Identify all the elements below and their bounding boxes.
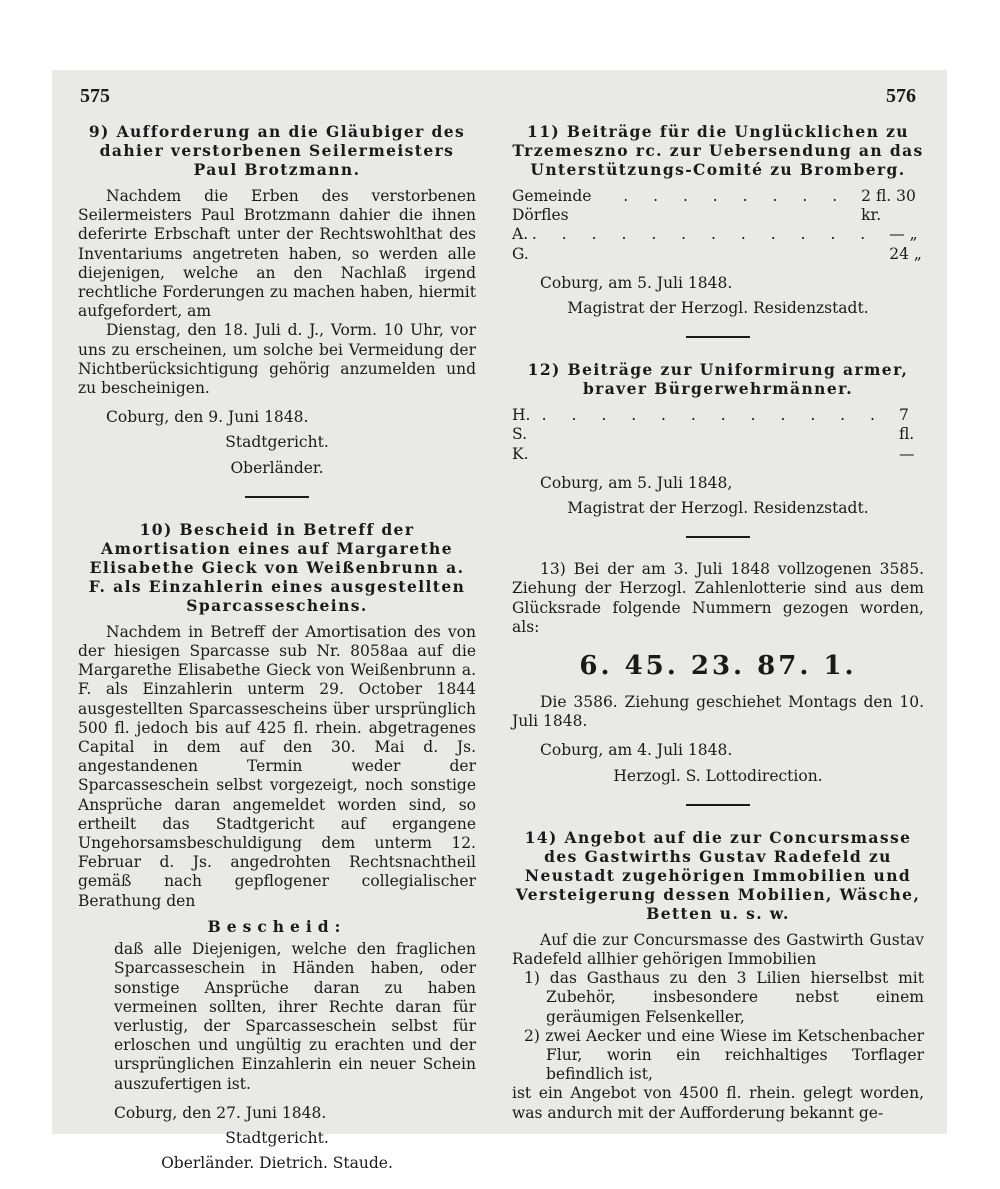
notice-13-body: 13) Bei der am 3. Juli 1848 vollzogenen 3585. Ziehung der Herzogl. Zahlenlotterie sind aus dem Glücksrade folgende Nummern gezogen worden, als: [512, 560, 924, 636]
donation-row [512, 406, 924, 464]
notice-11-place: Coburg, am 5. Juli 1848. [540, 273, 733, 292]
donation-amount: 2 fl. 30 kr. [861, 187, 916, 225]
notice-10-body: Nachdem in Betreff der Amortisation des von der hiesigen Sparcasse sub Nr. 8058aa auf die Margarethe Elisabethe Gieck von Weißenbrunn a. F. als Einzahlerin unterm 29. October 1844 ausgestellten Sparcassescheins über ursprünglich 500 fl. jedoch bis auf 425 fl. rhein. abgetragenes Capital in dem auf den 30. Mai d. Js. angestandenen Termin weder der Sparcasseschein selbst vorgezeigt, noch sonstige Ansprüche daran angemeldet worden sind, so ertheilt das Stadtgericht auf ergangene Ungehorsamsbeschuldigung dem unterm 12. Februar d. Js. angedrohten Rechtsnachtheil gemäß nach gepflogener collegialischer Berathung den [78, 622, 476, 910]
page-number-right: 576 [886, 85, 916, 107]
donation-row [512, 187, 924, 225]
notice-9-signer: Oberländer. [230, 458, 324, 477]
leader-dots: . . . . . . . . [623, 187, 848, 205]
section-divider [686, 804, 750, 806]
notice-11 [512, 122, 924, 318]
donation-row [512, 225, 924, 263]
section-divider [686, 336, 750, 338]
notice-14-title: 14) Angebot auf die zur Concursmasse des Gastwirths Gustav Radefeld zu Neustadt zugehörigen Immobilien und Versteigerung dessen Mobilien, Wäsche, Betten u. s. w. [515, 827, 921, 923]
notice-12-signer: Magistrat der Herzogl. Residenzstadt. [567, 499, 869, 518]
notice-12-title: 12) Beiträge zur Uniformirung armer, braver Bürgerwehrmänner. [527, 360, 909, 399]
notice-13 [512, 560, 924, 786]
notice-10-authority: Stadtgericht. [225, 1128, 329, 1147]
page-number-left: 575 [80, 85, 110, 107]
notice-10-bescheid-heading: Bescheid: [207, 916, 347, 936]
right-column [512, 122, 924, 1123]
notice-11-title: 11) Beiträge für die Unglücklichen zu Trzemeszno rc. zur Uebersendung an das Unterstützungs-Comité zu Bromberg. [512, 122, 924, 179]
notice-10-title: 10) Bescheid in Betreff der Amortisation eines auf Margarethe Elisabethe Gieck von Weißenbrunn a. F. als Einzahlerin eines ausgestellten Sparcassescheins. [88, 519, 466, 615]
notice-14-intro: Auf die zur Concursmasse des Gastwirth Gustav Radefeld allhier gehörigen Immobilien [512, 930, 924, 969]
leader-dots: . . . . . . . . . . . . [531, 225, 876, 244]
notice-9-authority: Stadtgericht. [225, 433, 329, 452]
donation-amount: — „ 24 „ [889, 225, 922, 263]
notice-10-signer: Oberländer. Dietrich. Staude. [161, 1154, 393, 1173]
donor-name: A. G. [512, 225, 529, 263]
notice-9-title: 9) Aufforderung an die Gläubiger des dahier verstorbenen Seilermeisters Paul Brotzmann. [88, 122, 466, 179]
notice-14-closing: ist ein Angebot von 4500 fl. rhein. gelegt worden, was andurch mit der Aufforderung bekannt ge- [512, 1084, 924, 1122]
lottery-numbers: 6. 45. 23. 87. 1. [579, 651, 857, 682]
donor-name: Gemeinde Dörfles [512, 187, 592, 225]
notice-10-place: Coburg, den 27. Juni 1848. [114, 1103, 327, 1122]
notice-12-place: Coburg, am 5. Juli 1848, [540, 473, 733, 492]
notice-13-next-draw: Die 3586. Ziehung geschiehet Montags den 10. Juli 1848. [512, 693, 924, 731]
left-column [78, 122, 476, 1173]
notice-11-signer: Magistrat der Herzogl. Residenzstadt. [567, 299, 869, 318]
leader-dots: . . . . . . . . . . . . [541, 406, 885, 425]
donor-name: H. S. K. [512, 406, 531, 463]
notice-10 [78, 520, 476, 1173]
section-divider [245, 496, 309, 498]
notice-14-item: 2) zwei Aecker und eine Wiese im Ketschenbacher Flur, worin ein reichhaltiges Torflager befindlich ist, [524, 1026, 924, 1084]
notice-9-date-line: Dienstag, den 18. Juli d. J., Vorm. 10 Uhr, vor uns zu erscheinen, um solche bei Vermeidung der Nichtberücksichtigung gehörig anzumelden und zu bescheinigen. [78, 321, 476, 398]
notice-9 [78, 122, 476, 478]
notice-12 [512, 360, 924, 518]
section-divider [686, 536, 750, 538]
notice-14-item: 1) das Gasthaus zu den 3 Lilien hierselbst mit Zubehör, insbesondere nebst einem geräumigen Felsenkeller, [524, 969, 924, 1026]
donation-amount: 7 fl. — [898, 406, 915, 463]
notice-13-place: Coburg, am 4. Juli 1848. [540, 741, 733, 760]
notice-14 [512, 828, 924, 1123]
notice-13-signer: Herzogl. S. Lottodirection. [613, 766, 823, 785]
notice-9-body: Nachdem die Erben des verstorbenen Seilermeisters Paul Brotzmann dahier die ihnen deferirte Erbschaft unter der Rechtswohlthat des Inventariums angetreten haben, so werden alle diejenigen, welche an den Nachlaß irgend rechtliche Forderungen zu machen haben, hiermit aufgefordert, am [78, 187, 476, 321]
notice-9-place: Coburg, den 9. Juni 1848. [106, 408, 309, 427]
notice-10-bescheid-body: daß alle Diejenigen, welche den fraglichen Sparcasseschein in Händen haben, oder sonstige Ansprüche daran zu haben vermeinen sollten, ihrer Rechte daran für verlustig, der Sparcasseschein selbst für erloschen und ungültig zu erachten und der ursprünglichen Einzahlerin ein neuer Schein auszufertigen ist. [114, 940, 476, 1093]
